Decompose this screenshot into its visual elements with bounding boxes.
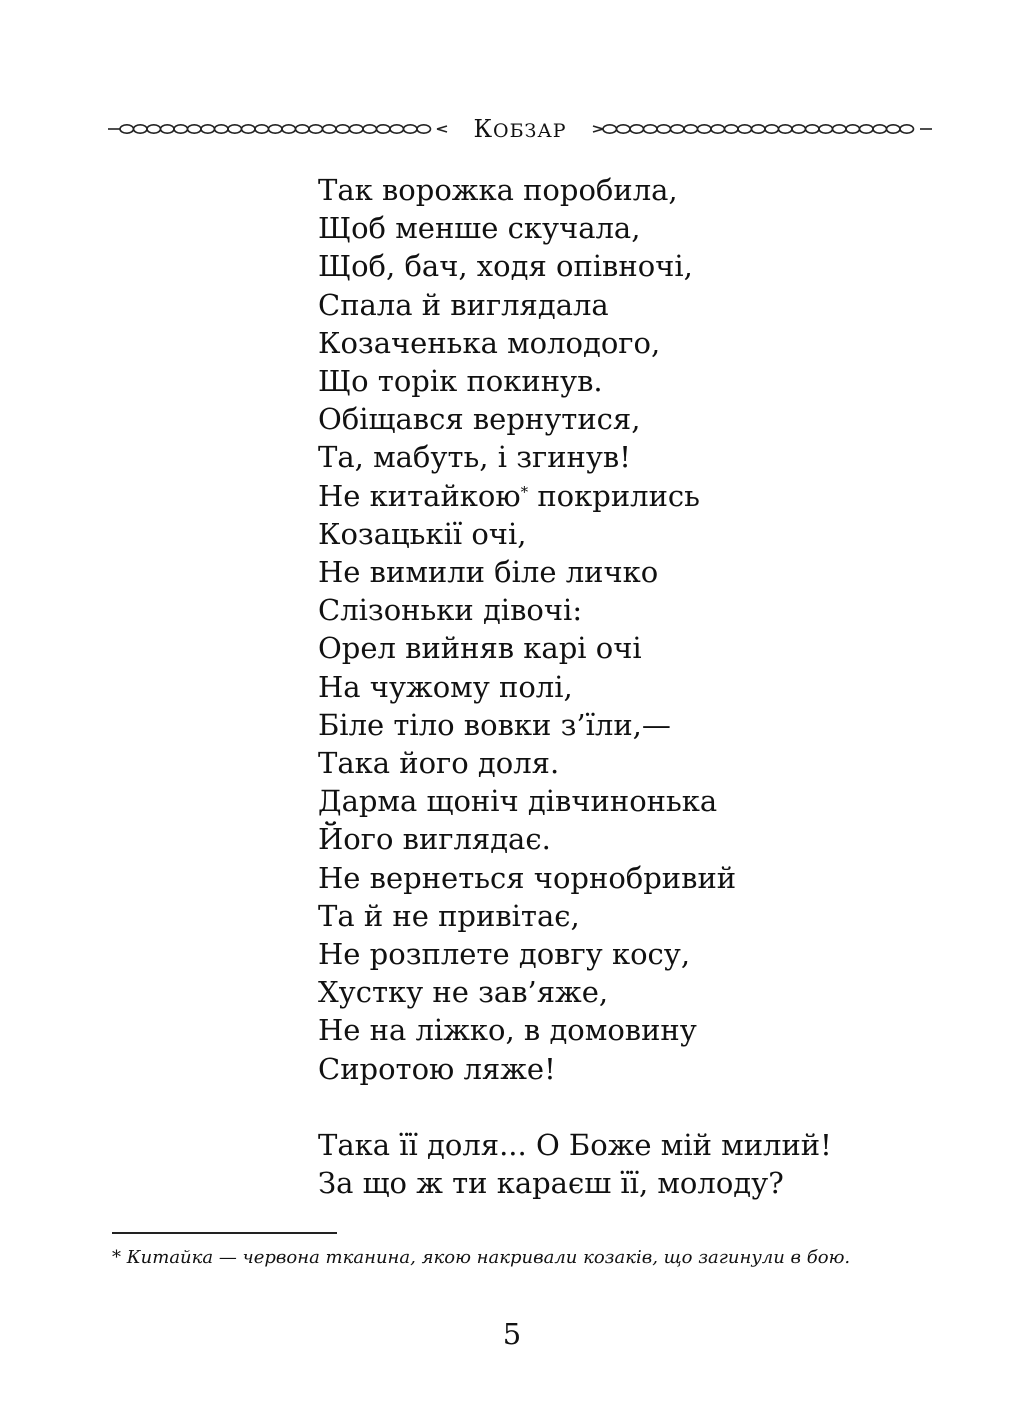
- poem-line: На чужому полі,: [318, 669, 573, 704]
- footnote-marker: *: [520, 482, 529, 501]
- running-header: [110, 112, 930, 146]
- poem-line: Не вимили біле личко: [318, 555, 659, 590]
- poem-line: Не розплете довгу косу,: [318, 937, 691, 972]
- poem-line: Козацькії очі,: [318, 516, 527, 551]
- footnote: * Китайка — червона тканина, якою накривали козаків, що загинули в бою.: [112, 1247, 851, 1268]
- poem-line: Так ворожка поробила,: [318, 173, 678, 207]
- poem-line: Сиротою ляже!: [318, 1051, 556, 1086]
- poem-line: Не вернеться чорнобривий: [318, 860, 737, 895]
- running-head-initial: К: [473, 115, 494, 143]
- running-head-title: [473, 115, 566, 143]
- page-number: 5: [502, 1317, 522, 1351]
- poem-line: Слізоньки дівочі:: [318, 593, 583, 628]
- poem-line-part: покрились: [528, 478, 700, 513]
- stanza-gap: [318, 1088, 918, 1126]
- poem-line: Та й не привітає,: [318, 898, 580, 933]
- stanza-1: [318, 171, 918, 1088]
- poem-line: Та, мабуть, і згинув!: [318, 440, 631, 475]
- poem-line: Його виглядає.: [318, 822, 551, 857]
- poem-line: Орел вийняв карі очі: [318, 631, 642, 666]
- poem-line: Спала й виглядала: [318, 287, 609, 322]
- poem-line: Обіщався вернутися,: [318, 402, 641, 437]
- chain-ornament-left-icon: [106, 119, 451, 139]
- poem-line: Щоб, бач, ходя опівночі,: [318, 249, 693, 284]
- poem-line: Така його доля.: [318, 746, 560, 781]
- poem-line: Біле тіло вовки з’їли,—: [318, 707, 671, 742]
- running-head-rest: ОБЗАР: [493, 120, 567, 142]
- poem-line: Що торік покинув.: [318, 364, 603, 399]
- poem-text: [318, 171, 918, 1202]
- poem-line: За що ж ти караєш її, молоду?: [318, 1166, 784, 1201]
- poem-line-part: Не китайкою: [318, 478, 521, 513]
- poem-line-with-footnote: [318, 477, 918, 515]
- poem-line: Дарма щоніч дівчинонька: [318, 784, 718, 819]
- chain-ornament-right-icon: [589, 119, 934, 139]
- poem-line: Щоб менше скучала,: [318, 211, 641, 246]
- footnote-divider: [112, 1232, 337, 1234]
- poem-line: Не на ліжко, в домовину: [318, 1013, 697, 1048]
- poem-line: Хустку не зав’яже,: [318, 975, 609, 1010]
- poem-line: Козаченька молодого,: [318, 325, 661, 360]
- poem-line: Така її доля... О Боже мій милий!: [318, 1127, 832, 1162]
- stanza-2: [318, 1126, 918, 1202]
